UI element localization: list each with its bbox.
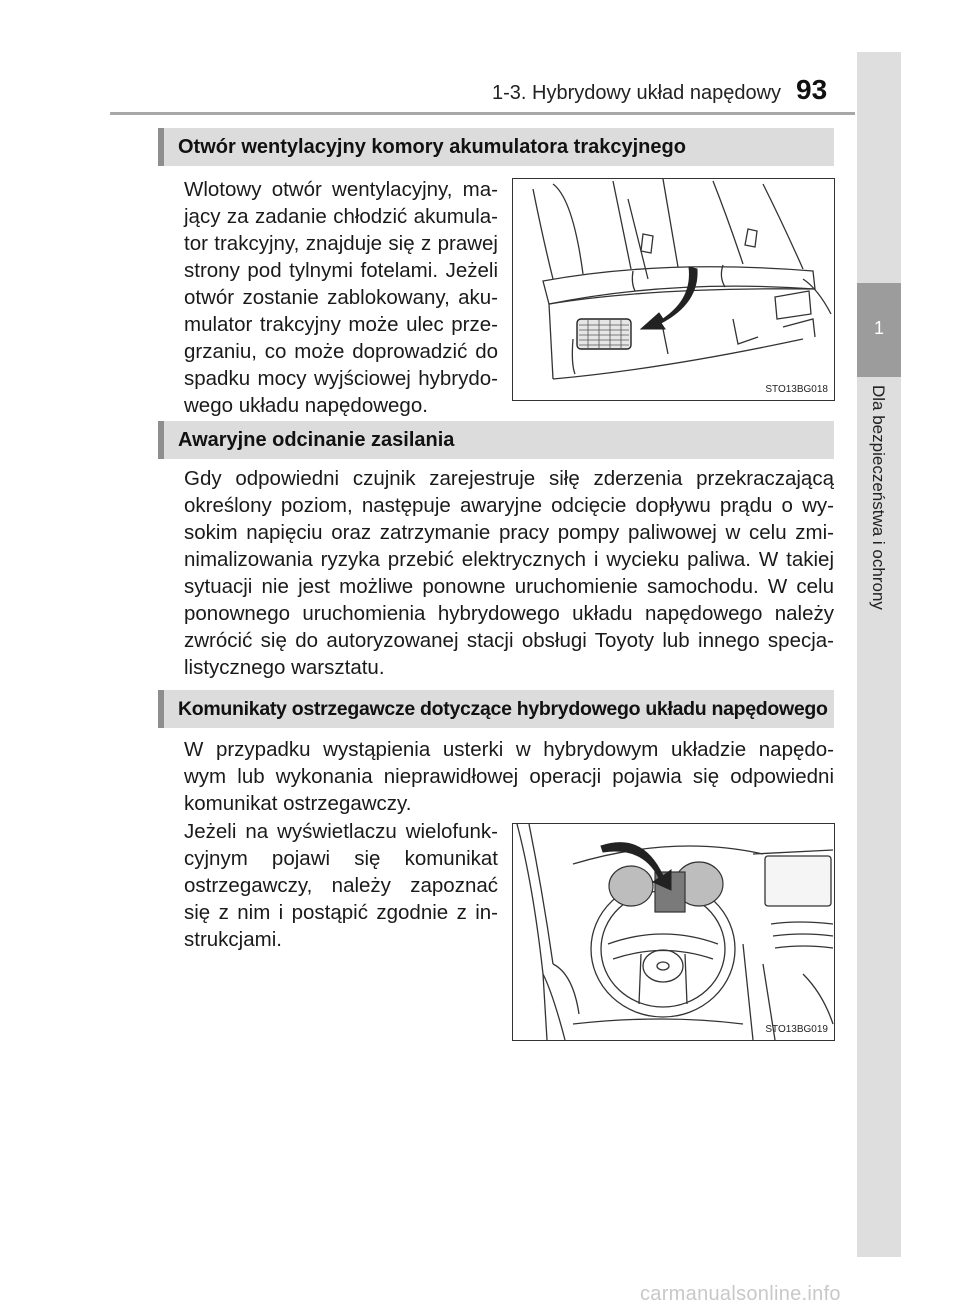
vent-paragraph bbox=[184, 176, 498, 419]
text-line: sytuacji nie jest możliwe ponowne uruchomienie samochodu. W celu bbox=[184, 575, 834, 598]
text-line: określony poziom, następuje awaryjne odcięcie dopływu prądu o wy- bbox=[184, 494, 834, 517]
figure-code: STO13BG018 bbox=[765, 384, 828, 395]
text-line: mulator trakcyjny może ulec prze- bbox=[184, 313, 498, 336]
text-line: wego układu napędowego. bbox=[184, 394, 428, 417]
text-line: wym lub wykonania nieprawidłowej operacji pojawia się odpowiedni bbox=[184, 765, 834, 788]
text-line: nimalizowania ryzyka przebić elektrycznych i wycieku paliwa. W takiej bbox=[184, 548, 834, 571]
section-heading-vent-text: Otwór wentylacyjny komory akumulatora trakcyjnego bbox=[178, 136, 686, 158]
watermark: carmanualsonline.info bbox=[640, 1283, 841, 1305]
warning-intro-paragraph bbox=[184, 736, 834, 817]
section-heading-emergency-shutoff bbox=[158, 421, 834, 459]
chapter-tab-number: 1 bbox=[873, 318, 884, 338]
text-line: cyjnym pojawi się komunikat bbox=[184, 847, 498, 870]
text-line: sokim napięciu oraz zatrzymanie pracy pompy paliwowej w celu zmi- bbox=[184, 521, 834, 544]
text-line: otwór zostanie zablokowany, aku- bbox=[184, 286, 498, 309]
header-rule bbox=[110, 112, 855, 115]
text-line: Gdy odpowiedni czujnik zarejestruje siłę zderzenia przekraczającą bbox=[184, 467, 834, 490]
text-line: się z nim i postąpić zgodnie z in- bbox=[184, 901, 498, 924]
chapter-side-tab bbox=[857, 52, 901, 1257]
section-heading-warning-messages-text: Komunikaty ostrzegawcze dotyczące hybrydowego układu napędowego bbox=[178, 698, 828, 720]
emergency-shutoff-paragraph bbox=[184, 465, 834, 681]
text-line: tor trakcyjny, znajduje się z prawej bbox=[184, 232, 498, 255]
text-line: Jeżeli na wyświetlaczu wielofunk- bbox=[184, 820, 498, 843]
dashboard-drawing bbox=[513, 824, 834, 1040]
pointer-arrow-icon bbox=[641, 267, 697, 329]
section-heading-warning-messages bbox=[158, 690, 834, 728]
section-heading-vent bbox=[158, 128, 834, 166]
text-line: strony pod tylnymi fotelami. Jeżeli bbox=[184, 259, 498, 282]
page-number: 93 bbox=[796, 74, 828, 105]
vent-grille bbox=[577, 319, 631, 349]
chapter-tab-label: Dla bezpieczeństwa i ochrony bbox=[869, 385, 888, 610]
text-line: zwrócić się do autoryzowanej stacji obsługi Toyoty lub innego specja- bbox=[184, 629, 834, 652]
text-line: komunikat ostrzegawczy. bbox=[184, 792, 412, 815]
figure-code: STO13BG019 bbox=[765, 1024, 828, 1035]
text-line: W przypadku wystąpienia usterki w hybrydowym układzie napędo- bbox=[184, 738, 834, 761]
section-header-title: 1-3. Hybrydowy układ napędowy bbox=[492, 82, 782, 104]
text-line: jący za zadanie chłodzić akumula- bbox=[184, 205, 498, 228]
text-line: strukcjami. bbox=[184, 928, 282, 951]
rear-seat-vent-illustration bbox=[512, 178, 835, 401]
text-line: grzaniu, co może doprowadzić do bbox=[184, 340, 498, 363]
text-line: ponownego uruchomienia hybrydowego układu napędowego należy bbox=[184, 602, 834, 625]
text-line: Wlotowy otwór wentylacyjny, ma- bbox=[184, 178, 498, 201]
warning-instruction-paragraph bbox=[184, 818, 498, 953]
text-line: listycznego warsztatu. bbox=[184, 656, 385, 679]
rear-seat-drawing bbox=[513, 179, 834, 400]
section-heading-emergency-shutoff-text: Awaryjne odcinanie zasilania bbox=[178, 429, 455, 451]
text-line: ostrzegawczy, należy zapoznać bbox=[184, 874, 498, 897]
steering-wheel-display-illustration bbox=[512, 823, 835, 1041]
text-line: spadku mocy wyjściowej hybrydo- bbox=[184, 367, 498, 390]
